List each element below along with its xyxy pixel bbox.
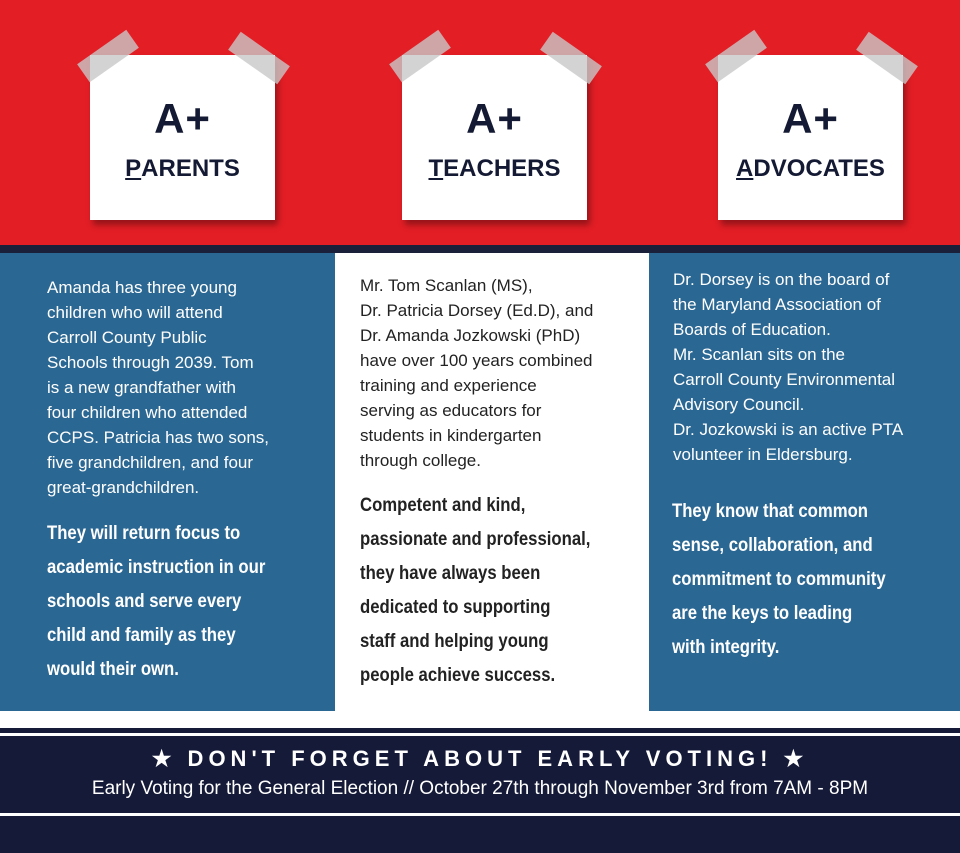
body-line: Mr. Scanlan sits on the — [673, 345, 845, 364]
tagline-line: child and family as they — [47, 625, 236, 646]
tagline-line: commitment to community — [672, 569, 886, 590]
divider — [0, 813, 960, 816]
early-voting-details: Early Voting for the General Election // October 27th through November 3rd from 7AM - 8PM — [91, 778, 869, 799]
body-line: Mr. Tom Scanlan (MS), — [360, 276, 533, 295]
tagline-line: They will return focus to — [47, 523, 241, 544]
spacer — [0, 711, 960, 728]
parents-column — [0, 253, 335, 711]
divider — [0, 733, 960, 736]
body-line: serving as educators for — [360, 401, 542, 420]
tagline-line: They know that common — [672, 501, 869, 522]
body-line: Carroll County Environmental — [673, 370, 896, 389]
body-line: Amanda has three young — [47, 278, 237, 297]
tagline-line: are the keys to leading — [672, 603, 853, 624]
body-line: great-grandchildren. — [47, 478, 200, 497]
body-line: Advisory Council. — [673, 395, 805, 414]
advocates-body — [673, 267, 903, 467]
early-voting-headline: ★ DON'T FORGET ABOUT EARLY VOTING! ★ — [151, 746, 809, 771]
body-line: four children who attended — [47, 403, 248, 422]
body-line: children who will attend — [47, 303, 223, 322]
tagline-line: dedicated to supporting — [360, 597, 551, 618]
body-line: Boards of Education. — [673, 320, 831, 339]
teachers-card — [402, 55, 587, 220]
body-line: volunteer in Eldersburg. — [673, 445, 853, 464]
teachers-column — [335, 253, 649, 711]
tagline-line: staff and helping young — [360, 631, 549, 652]
tagline-line: they have always been — [360, 563, 541, 584]
tagline-line: would their own. — [47, 659, 179, 680]
tagline-line: people achieve success. — [360, 665, 556, 686]
parents-tagline — [47, 517, 265, 687]
body-line: training and experience — [360, 376, 537, 395]
body-line: students in kindergarten — [360, 426, 542, 445]
body-line: Dr. Dorsey is on the board of — [673, 270, 890, 289]
advocates-column — [649, 253, 960, 711]
grade: A+ — [466, 95, 523, 142]
parents-card — [90, 55, 275, 220]
body-line: Carroll County Public — [47, 328, 207, 347]
tagline-line: with integrity. — [672, 637, 780, 658]
teachers-tagline — [360, 489, 590, 693]
body-line: have over 100 years combined — [360, 351, 593, 370]
role-label: PARENTS — [125, 155, 240, 182]
parents-body — [47, 275, 269, 500]
role-label: ADVOCATES — [736, 155, 885, 182]
advocates-tagline — [672, 495, 886, 665]
body-line: five grandchildren, and four — [47, 453, 254, 472]
tagline-line: passionate and professional, — [360, 529, 591, 550]
tagline-line: Competent and kind, — [360, 495, 526, 516]
grade: A+ — [782, 95, 839, 142]
body-line: the Maryland Association of — [673, 295, 881, 314]
teachers-body — [360, 273, 593, 473]
body-line: Dr. Jozkowski is an active PTA — [673, 420, 904, 439]
tagline-line: schools and serve every — [47, 591, 242, 612]
body-line: through college. — [360, 451, 481, 470]
divider — [0, 245, 960, 253]
tagline-line: academic instruction in our — [47, 557, 266, 578]
advocates-card — [718, 55, 903, 220]
role-label: TEACHERS — [428, 155, 561, 182]
body-line: Dr. Patricia Dorsey (Ed.D), and — [360, 301, 594, 320]
body-line: is a new grandfather with — [47, 378, 236, 397]
body-line: CCPS. Patricia has two sons, — [47, 428, 270, 447]
body-line: Schools through 2039. Tom — [47, 353, 254, 372]
tagline-line: sense, collaboration, and — [672, 535, 873, 556]
body-line: Dr. Amanda Jozkowski (PhD) — [360, 326, 581, 345]
grade: A+ — [154, 95, 211, 142]
